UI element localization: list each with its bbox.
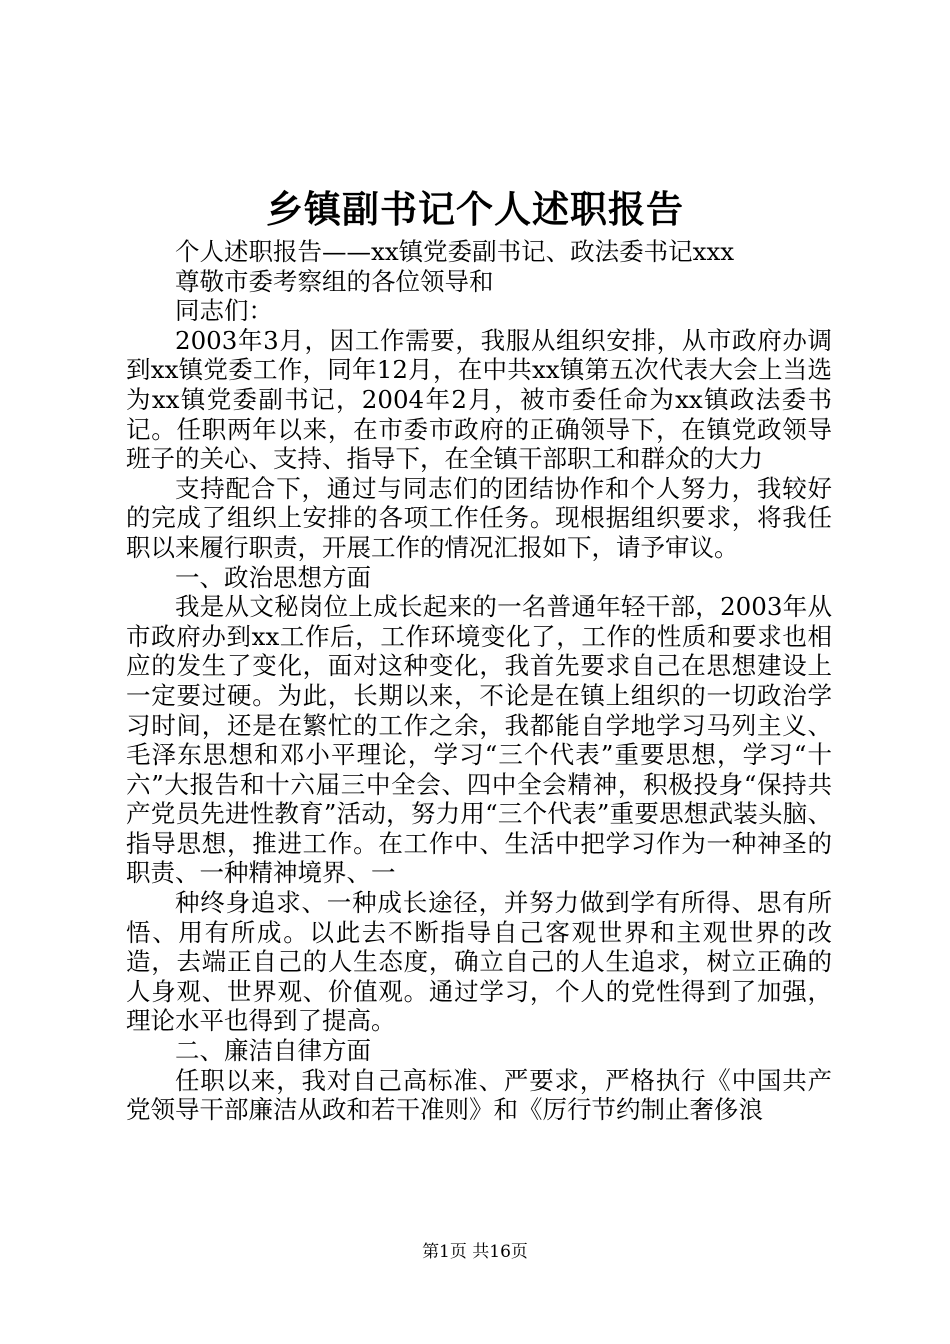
body-paragraph: 2003年3月，因工作需要，我服从组织安排，从市政府办调到xx镇党委工作，同年12月，在中共xx镇第五次代表大会上当选为xx镇党委副书记，2004年2月，被市委任命为xx镇政法委书记。任职两年以来，在市委市政府的正确领导下，在镇党政领导班子的关心、支持、指导下，在全镇干部职工和群众的大力 — [126, 325, 832, 474]
salutation-line: 同志们： — [175, 296, 273, 326]
document-title: 乡镇副书记个人述职报告 — [266, 187, 684, 231]
body-paragraph: 种终身追求、一种成长途径，并努力做到学有所得、思有所悟、用有所成。以此去不断指导自己客观世界和主观世界的改造，去端正自己的人生态度，确立自己的人生追求，树立正确的人身观、世界观、价值观。通过学习，个人的党性得到了加强，理论水平也得到了提高。 — [126, 888, 832, 1036]
subtitle-line: 个人述职报告——xx镇党委副书记、政法委书记xxx — [175, 237, 735, 266]
body-paragraph: 我是从文秘岗位上成长起来的一名普通年轻干部，2003年从市政府办到xx工作后，工作环境变化了，工作的性质和要求也相应的发生了变化，面对这种变化，我首先要求自己在思想建设上一定要过硬。为此，长期以来，不论是在镇上组织的一切政治学习时间，还是在繁忙的工作之余，我都能自学地学习马列主义、毛泽东思想和邓小平理论，学习“三个代表”重要思想，学习“十六”大报告和十六届三中全会、四中全会精神，积极投身“保持共产党员先进性教育”活动，努力用“三个代表”重要思想武装头脑、指导思想，推进工作。在工作中、生活中把学习作为一种神圣的职责、一种精神境界、一 — [126, 592, 832, 888]
section-heading: 二、廉洁自律方面 — [175, 1036, 371, 1066]
document-body — [126, 237, 832, 1125]
body-paragraph: 任职以来，我对自己高标准、严要求，严格执行《中国共产党领导干部廉洁从政和若干准则》和《厉行节约制止奢侈浪 — [126, 1065, 832, 1125]
page-number-footer: 第1页 共16页 — [422, 1242, 528, 1262]
section-heading: 一、政治思想方面 — [175, 562, 371, 592]
body-paragraph: 支持配合下，通过与同志们的团结协作和个人努力，我较好的完成了组织上安排的各项工作任务。现根据组织要求，将我任职以来履行职责，开展工作的情况汇报如下，请予审议。 — [126, 473, 832, 562]
salutation-line: 尊敬市委考察组的各位领导和 — [175, 266, 494, 296]
